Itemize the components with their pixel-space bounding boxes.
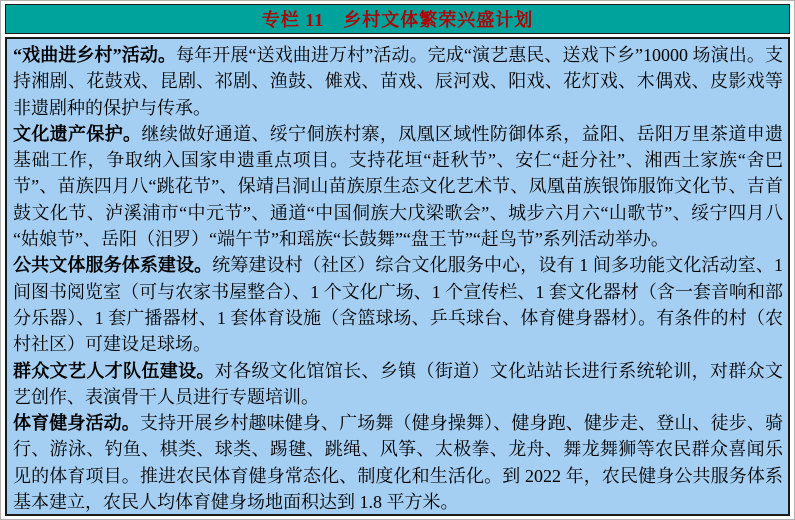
paragraph-lead: 群众文艺人才队伍建设。 [13, 360, 215, 381]
panel-title: 专栏 11 乡村文体繁荣兴盛计划 [261, 10, 534, 30]
paragraph-public-culture-sports-service-system [13, 252, 783, 357]
paragraph-sports-fitness-activities [13, 410, 783, 515]
paragraph-mass-art-talent-team [13, 358, 783, 411]
panel-body [5, 37, 790, 516]
paragraph-text: 继续做好通道、绥宁侗族村寨，凤凰区域性防御体系，益阳、岳阳万里茶道申遗基础工作，争取纳入国家申遗重点项目。支持花垣“赶秋节”、安仁“赶分社”、湘西土家族“舍巴节”、苗族四月八“跳花节”、保靖吕洞山苗族原生态文化艺术节、凤凰苗族银饰服饰文化节、吉首鼓文化节、泸溪浦市“中元节”、通道“中国侗族大戊梁歌会”、城步六月六“山歌节”、绥宁四月八“姑娘节”、岳阳（汨罗）“端午节”和瑶族“长鼓舞”“盘王节”“赶鸟节”系列活动举办。 [13, 123, 783, 250]
paragraph-cultural-heritage-protection [13, 121, 783, 252]
panel-header [5, 4, 790, 34]
paragraph-lead: 文化遗产保护。 [13, 123, 142, 144]
paragraph-lead: “戏曲进乡村”活动。 [13, 45, 177, 65]
paragraph-lead: 体育健身活动。 [13, 413, 140, 434]
paragraph-lead: 公共文体服务体系建设。 [13, 255, 213, 276]
paragraph-text: 每年开展“送戏曲进万村”活动。完成“演艺惠民、送戏下乡”10000 场演出。支持湘剧、花鼓戏、昆剧、祁剧、渔鼓、傩戏、苗戏、辰河戏、阳戏、花灯戏、木偶戏、皮影戏等非遗剧种的保护与传承。 [13, 45, 783, 118]
paragraph-text: 统筹建设村（社区）综合文化服务中心，设有 1 间多功能文化活动室、1 间图书阅览室（可与农家书屋整合）、1 个文化广场、1 个宣传栏、1 套文化器材（含一套音响和部分乐器）、1 套广播器材、1 套体育设施（含篮球场、乒乓球台、体育健身器材）。有条件的村（农村社区）可建设足球场。 [13, 255, 783, 355]
paragraph-opera-into-villages [13, 42, 783, 121]
paragraph-text: 支持开展乡村趣味健身、广场舞（健身操舞）、健身跑、健步走、登山、徒步、骑行、游泳、钓鱼、棋类、球类、踢毽、跳绳、风筝、太极拳、龙舟、舞龙舞狮等农民群众喜闻乐见的体育项目。推进农民体育健身常态化、制度化和生活化。到 2022 年，农民健身公共服务体系基本建立，农民人均体育健身场地面积达到 1.8 平方米。 [13, 413, 784, 513]
paragraph-text: 对各级文化馆馆长、乡镇（街道）文化站站长进行系统轮训，对群众文艺创作、表演骨干人员进行专题培训。 [13, 360, 784, 407]
